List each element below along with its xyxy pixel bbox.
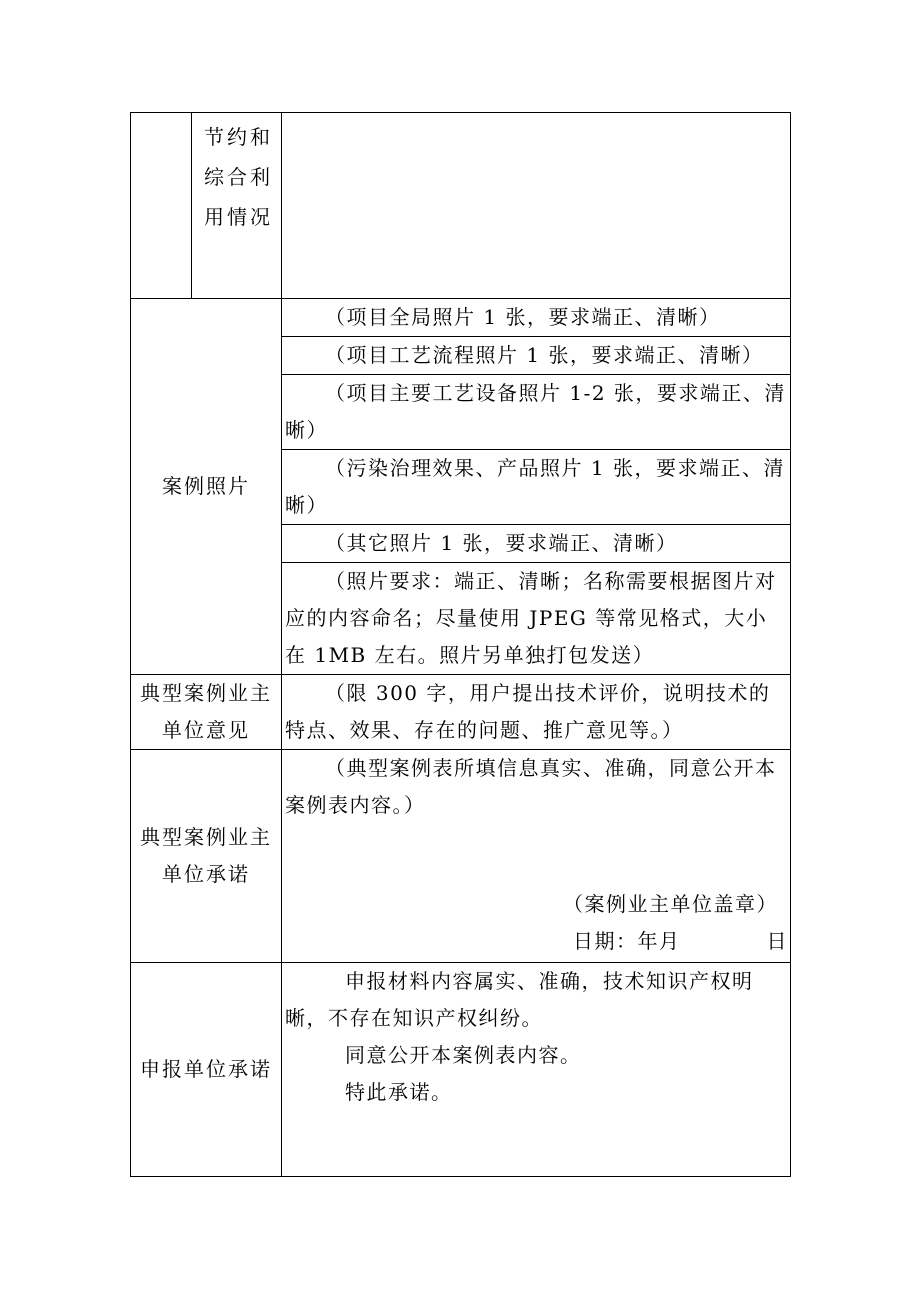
applicant-pledge-line-2: 同意公开本案例表内容。 (345, 1043, 582, 1067)
owner-pledge-cell (282, 750, 791, 963)
photo-item-4: （污染治理效果、产品照片 1 张，要求端正、清晰） (282, 450, 791, 525)
applicant-pledge-line-1: 申报材料内容属实、准确，技术知识产权明晰，不存在知识产权纠纷。 (285, 969, 754, 1030)
resource-sub-label: 节约和综合利用情况 (192, 113, 282, 299)
resource-row (131, 113, 791, 299)
owner-date-line: 日期：年月 日 (573, 929, 788, 953)
photo-row-1 (131, 299, 791, 337)
owner-opinion-text: （限 300 字，用户提出技术评价，说明技术的特点、效果、存在的问题、推广意见等。） (282, 675, 791, 750)
photo-item-5: （其它照片 1 张，要求端正、清晰） (282, 525, 791, 563)
photos-label: 案例照片 (131, 299, 282, 675)
resource-blank-cell (131, 113, 192, 299)
owner-pledge-label: 典型案例业主单位承诺 (131, 750, 282, 963)
photo-item-2: （项目工艺流程照片 1 张，要求端正、清晰） (282, 337, 791, 375)
owner-opinion-row (131, 675, 791, 750)
photo-item-3: （项目主要工艺设备照片 1-2 张，要求端正、清晰） (282, 375, 791, 450)
applicant-pledge-label: 申报单位承诺 (131, 963, 282, 1177)
owner-pledge-text: （典型案例表所填信息真实、准确，同意公开本案例表内容。） (285, 756, 777, 817)
case-form-table (130, 112, 791, 1177)
applicant-pledge-cell (282, 963, 791, 1177)
owner-opinion-label: 典型案例业主单位意见 (131, 675, 282, 750)
photo-item-1: （项目全局照片 1 张，要求端正、清晰） (282, 299, 791, 337)
resource-content-cell (282, 113, 791, 299)
applicant-pledge-row (131, 963, 791, 1177)
owner-pledge-row (131, 750, 791, 963)
photo-requirements: （照片要求：端正、清晰；名称需要根据图片对应的内容命名；尽量使用 JPEG 等常见格式，大小在 1MB 左右。照片另单独打包发送） (282, 563, 791, 675)
owner-seal-line: （案例业主单位盖章） (563, 892, 778, 916)
applicant-pledge-line-3: 特此承诺。 (345, 1080, 453, 1104)
